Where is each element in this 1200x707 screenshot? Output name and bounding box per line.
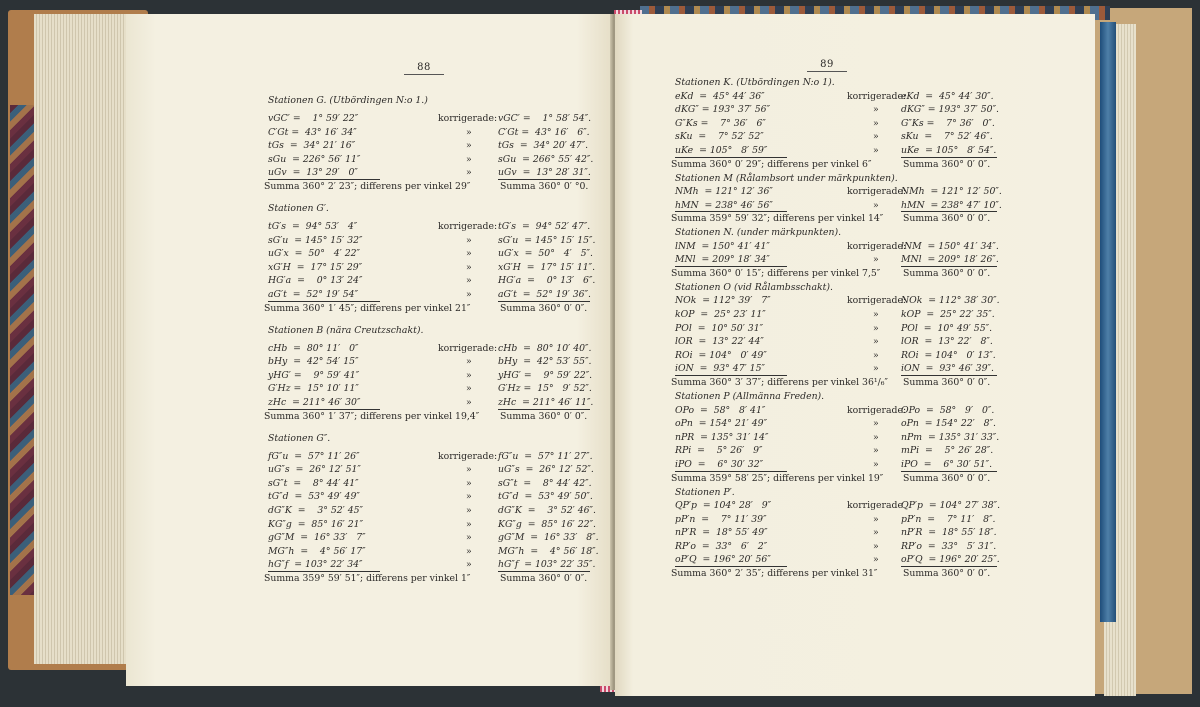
korrigerade-label: » — [466, 261, 472, 273]
angle-corrected: oP′Q = 196° 20′ 25″. — [901, 554, 1000, 566]
right-page — [615, 14, 1095, 696]
angle-corrected: G″Ks = 7° 36′ 0″. — [901, 117, 995, 129]
summa-corrected: Summa 360° 0′ 0″. — [903, 568, 991, 579]
angle-measured: MG″h = 4° 56′ 17″ — [268, 545, 366, 557]
summa-corrected: Summa 360° 0′ 0″. — [903, 472, 991, 484]
angle-measured: fG″u = 57° 11′ 26″ — [268, 450, 360, 462]
marbled-endpaper-left — [10, 105, 36, 595]
angle-measured: bHy = 42° 54′ 15″ — [268, 356, 359, 368]
korrigerade-label: » — [466, 153, 472, 165]
angle-measured: sG′u = 145° 15′ 32″ — [268, 234, 363, 246]
angle-corrected: dG″K = 3° 52′ 46″. — [498, 505, 596, 516]
angle-measured: oPn = 154° 21′ 49″ — [675, 418, 768, 430]
summa-line: Summa 359° 59′ 51″; differens per vinkel 1″ — [264, 573, 471, 584]
korrigerade-label: » — [873, 322, 879, 334]
korrigerade-label: » — [873, 309, 879, 320]
angle-corrected: yHG′ = 9° 59′ 22″. — [498, 369, 593, 381]
angle-measured: gG″M = 16° 33′ 7″ — [268, 532, 366, 544]
korrigerade-label: » — [466, 464, 472, 476]
angle-measured: uG′x = 50° 4′ 22″ — [268, 248, 361, 260]
angle-corrected: lOR = 13° 22′ 8″. — [901, 336, 993, 348]
angle-corrected: eKd = 45° 44′ 30″. — [901, 90, 994, 102]
angle-measured: tG′s = 94° 53′ 4″ — [268, 221, 358, 232]
angle-corrected: cHb = 80° 10′ 40″. — [498, 342, 592, 354]
angle-measured: sKu = 7° 52′ 52″ — [675, 131, 764, 143]
angle-corrected: pP′n = 7° 11′ 8″. — [901, 513, 996, 525]
korrigerade-label: » — [873, 431, 879, 443]
angle-measured: eKd = 45° 44′ 36″ — [675, 90, 765, 102]
angle-corrected: uKe = 105° 8′ 54″. — [901, 144, 997, 156]
section-heading: Stationen G″. — [268, 432, 331, 444]
korrigerade-label: » — [873, 349, 879, 361]
korrigerade-label: korrigerade — [847, 500, 903, 511]
angle-measured: G′Hz = 15° 10′ 11″ — [268, 383, 359, 395]
angle-corrected: vGC′ = 1° 58′ 54″. — [498, 113, 592, 124]
angle-measured: NOk = 112° 39′ 7″ — [675, 295, 771, 307]
angle-measured: QP′p = 104° 28′ 9″ — [675, 500, 772, 511]
angle-measured: lNM = 150° 41′ 41″ — [675, 240, 770, 252]
section-heading: Stationen G′. — [268, 203, 329, 214]
korrigerade-label: » — [873, 254, 879, 266]
korrigerade-label: » — [873, 199, 879, 211]
korrigerade-label: » — [466, 505, 472, 516]
korrigerade-label: » — [873, 445, 879, 457]
angle-corrected: tG″d = 53° 49′ 50″. — [498, 491, 593, 503]
angle-measured: sGu = 226° 56′ 11″ — [268, 153, 361, 165]
angle-measured: hG″f = 103° 22′ 34″ — [268, 559, 363, 571]
korrigerade-label: » — [873, 527, 879, 539]
angle-corrected: tGs = 34° 20′ 47″. — [498, 140, 589, 152]
angle-measured: HG′a = 0° 13′ 24″ — [268, 275, 363, 287]
korrigerade-label: » — [873, 131, 879, 143]
summa-line: Summa 359° 58′ 25″; differens per vinkel 19″ — [671, 472, 884, 484]
angle-measured: nP′R = 18° 55′ 49″ — [675, 527, 768, 539]
angle-corrected: G′Hz = 15° 9′ 52″. — [498, 383, 592, 395]
korrigerade-label: korrigerade: — [438, 113, 498, 124]
korrigerade-label: » — [466, 356, 472, 368]
korrigerade-label: » — [873, 540, 879, 552]
summa-corrected: Summa 360° 0′ °0. — [500, 181, 589, 192]
summa-line: Summa 360° 0′ 29″; differens per vinkel 6″ — [671, 158, 872, 170]
angle-corrected: NMh = 121° 12′ 50″. — [901, 186, 1002, 197]
angle-measured: G″Ks = 7° 36′ 6″ — [675, 117, 766, 129]
summa-line: Summa 360° 3′ 37″; differens per vinkel 36¹/₆″ — [671, 377, 888, 388]
angle-corrected: bHy = 42° 53′ 55″. — [498, 356, 592, 368]
angle-corrected: dKG″ = 193° 37′ 50″. — [901, 104, 999, 116]
summa-corrected: Summa 360° 0′ 0″. — [903, 267, 991, 279]
angle-corrected: uGv = 13° 28′ 31″. — [498, 167, 591, 179]
korrigerade-label: » — [466, 491, 472, 503]
angle-measured: pP′n = 7° 11′ 39″ — [675, 513, 767, 525]
angle-corrected: RP′o = 33° 5′ 31″. — [901, 540, 997, 552]
summa-line: Summa 360° 2′ 35″; differens per vinkel 31″ — [671, 568, 878, 579]
korrigerade-label: korrigerade: — [847, 90, 907, 102]
korrigerade-label: » — [873, 458, 879, 470]
korrigerade-label: korrigerade: — [847, 404, 907, 416]
summa-line: Summa 360° 0′ 15″; differens per vinkel 7,5″ — [671, 267, 881, 279]
korrigerade-label: » — [466, 545, 472, 557]
angle-measured: iPO = 6° 30′ 32″ — [675, 458, 764, 470]
summa-line: Summa 360° 2′ 23″; differens per vinkel 29″ — [264, 181, 471, 192]
summa-corrected: Summa 360° 0′ 0″. — [903, 158, 991, 170]
angle-corrected: iPO = 6° 30′ 51″. — [901, 458, 993, 470]
korrigerade-label: » — [466, 518, 472, 530]
korrigerade-label: korrigerade: — [847, 186, 907, 197]
korrigerade-label: » — [466, 167, 472, 179]
korrigerade-label: » — [873, 117, 879, 129]
korrigerade-label: » — [466, 477, 472, 489]
section-heading: Stationen B (nära Creutzschakt). — [268, 324, 424, 336]
summa-corrected: Summa 360° 0′ 0″. — [903, 213, 991, 225]
angle-corrected: KG″g = 85° 16′ 22″. — [498, 518, 596, 530]
angle-measured: zHc = 211° 46′ 30″ — [268, 397, 361, 408]
korrigerade-label: » — [466, 559, 472, 571]
angle-corrected: lNM = 150° 41′ 34″. — [901, 240, 999, 252]
angle-measured: iON = 93° 47′ 15″ — [675, 363, 765, 375]
summa-corrected: Summa 360° 0′ 0″. — [500, 573, 588, 584]
angle-corrected: hMN = 238° 47′ 10″. — [901, 199, 1002, 211]
angle-measured: oP′Q = 196° 20′ 56″ — [675, 554, 771, 566]
angle-corrected: zHc = 211° 46′ 11″. — [498, 397, 594, 408]
angle-corrected: ROi = 104° 0′ 13″. — [901, 349, 996, 361]
angle-measured: KG″g = 85° 16′ 21″ — [268, 518, 364, 530]
angle-measured: yHG′ = 9° 59′ 41″ — [268, 369, 360, 381]
angle-corrected: oPn = 154° 22′ 8″. — [901, 418, 996, 430]
angle-corrected: HG′a = 0° 13′ 6″. — [498, 275, 596, 287]
section-heading: Stationen P′. — [675, 486, 735, 498]
angle-corrected: nP′R = 18° 55′ 18″. — [901, 527, 997, 539]
angle-measured: uG″s = 26° 12′ 51″ — [268, 464, 361, 476]
angle-measured: vGC′ = 1° 59′ 22″ — [268, 113, 359, 124]
korrigerade-label: » — [873, 513, 879, 525]
summa-line: Summa 359° 59′ 32″; differens per vinkel 14″ — [671, 213, 884, 225]
angle-measured: nPR = 135° 31′ 14″ — [675, 431, 769, 443]
korrigerade-label: » — [466, 248, 472, 260]
angle-corrected: NOk = 112° 38′ 30″. — [901, 295, 1000, 307]
blue-edge-strip — [1100, 22, 1116, 622]
angle-corrected: kOP = 25° 22′ 35″. — [901, 309, 995, 320]
angle-measured: ROi = 104° 0′ 49″ — [675, 349, 767, 361]
angle-corrected: MG″h = 4° 56′ 18″. — [498, 545, 599, 557]
angle-corrected: fG″u = 57° 11′ 27″. — [498, 450, 593, 462]
angle-measured: dKG″ = 193° 37′ 56″ — [675, 104, 771, 116]
summa-corrected: Summa 360° 0′ 0″. — [500, 302, 588, 314]
korrigerade-label: korrigerade: — [438, 450, 498, 462]
angle-measured: RPi = 5° 26′ 9″ — [675, 445, 763, 457]
angle-corrected: aG′t = 52° 19′ 36″. — [498, 289, 592, 300]
angle-measured: kOP = 25° 23′ 11″ — [675, 309, 766, 320]
korrigerade-label: » — [873, 104, 879, 116]
korrigerade-label: » — [466, 140, 472, 152]
korrigerade-label: » — [466, 289, 472, 300]
angle-measured: RP′o = 33° 6′ 2″ — [675, 540, 768, 552]
korrigerade-label: korrigerade: — [438, 221, 498, 232]
korrigerade-label: » — [466, 532, 472, 544]
korrigerade-label: » — [873, 418, 879, 430]
korrigerade-label: » — [873, 336, 879, 348]
korrigerade-label: » — [466, 234, 472, 246]
angle-measured: uGv = 13° 29′ 0″ — [268, 167, 358, 179]
angle-corrected: POl = 10° 49′ 55″. — [901, 322, 993, 334]
korrigerade-label: » — [466, 275, 472, 287]
angle-measured: cHb = 80° 11′ 0″ — [268, 342, 359, 354]
korrigerade-label: » — [466, 383, 472, 395]
angle-corrected: mPi = 5° 26′ 28″. — [901, 445, 994, 457]
angle-measured: lOR = 13° 22′ 44″ — [675, 336, 764, 348]
korrigerade-label: » — [466, 369, 472, 381]
angle-corrected: nPm = 135° 31′ 33″. — [901, 431, 1000, 443]
korrigerade-label: » — [466, 397, 472, 408]
korrigerade-label: » — [873, 554, 879, 566]
angle-measured: dG″K = 3° 52′ 45″ — [268, 505, 364, 516]
summa-line: Summa 360° 1′ 45″; differens per vinkel 21″ — [264, 302, 471, 314]
angle-corrected: OPo = 58° 9′ 0″. — [901, 404, 995, 416]
section-heading: Stationen P (Allmänna Freden). — [675, 391, 825, 402]
angle-measured: NMh = 121° 12′ 36″ — [675, 186, 773, 197]
left-page — [126, 14, 616, 686]
angle-measured: MNl = 209° 18′ 34″ — [675, 254, 770, 266]
section-heading: Stationen N. (under märkpunkten). — [675, 227, 842, 239]
angle-measured: C′Gt = 43° 16′ 34″ — [268, 126, 357, 138]
angle-measured: POl = 10° 50′ 31″ — [675, 322, 764, 334]
angle-corrected: sG′u = 145° 15′ 15″. — [498, 234, 596, 246]
section-heading: Stationen O (vid Rålambsschakt). — [675, 281, 833, 293]
angle-corrected: tG′s = 94° 52′ 47″. — [498, 221, 591, 232]
page-number: 89 — [807, 59, 847, 72]
section-heading: Stationen K. (Utbördingen N:o 1). — [675, 77, 835, 88]
angle-measured: tGs = 34° 21′ 16″ — [268, 140, 356, 152]
summa-corrected: Summa 360° 0′ 0″. — [903, 377, 991, 388]
angle-corrected: uG′x = 50° 4′ 5″. — [498, 248, 593, 260]
angle-corrected: sGu = 266° 55′ 42″. — [498, 153, 594, 165]
angle-corrected: MNl = 209° 18′ 26″. — [901, 254, 999, 266]
summa-line: Summa 360° 1′ 37″; differens per vinkel 19,4″ — [264, 410, 480, 422]
angle-corrected: sKu = 7° 52′ 46″. — [901, 131, 993, 143]
korrigerade-label: korrigerade: — [438, 342, 498, 354]
korrigerade-label: korrigerade: — [847, 295, 907, 307]
angle-corrected: QP′p = 104° 27′ 38″. — [901, 500, 1001, 511]
angle-corrected: iON = 93° 46′ 39″. — [901, 363, 994, 375]
angle-corrected: xG′H = 17° 15′ 11″. — [498, 261, 596, 273]
angle-corrected: sG″t = 8° 44′ 42″. — [498, 477, 592, 489]
angle-measured: aG′t = 52° 19′ 54″ — [268, 289, 359, 300]
angle-corrected: gG″M = 16° 33′ 8″. — [498, 532, 599, 544]
angle-measured: xG′H = 17° 15′ 29″ — [268, 261, 363, 273]
section-heading: Stationen G. (Utbördingen N:o 1.) — [268, 95, 428, 106]
korrigerade-label: » — [466, 126, 472, 138]
angle-corrected: hG″f = 103° 22′ 35″. — [498, 559, 596, 571]
angle-measured: tG″d = 53° 49′ 49″ — [268, 491, 360, 503]
angle-corrected: C′Gt = 43° 16′ 6″. — [498, 126, 590, 138]
korrigerade-label: » — [873, 144, 879, 156]
angle-corrected: uG″s = 26° 12′ 52″. — [498, 464, 594, 476]
angle-measured: uKe = 105° 8′ 59″ — [675, 144, 768, 156]
summa-corrected: Summa 360° 0′ 0″. — [500, 410, 588, 422]
page-number: 88 — [404, 62, 444, 75]
angle-measured: OPo = 58° 8′ 41″ — [675, 404, 766, 416]
angle-measured: hMN = 238° 46′ 56″ — [675, 199, 773, 211]
korrigerade-label: » — [873, 363, 879, 375]
korrigerade-label: korrigerade: — [847, 240, 907, 252]
angle-measured: sG″t = 8° 44′ 41″ — [268, 477, 359, 489]
section-heading: Stationen M (Rålambsort under märkpunkten). — [675, 172, 898, 184]
